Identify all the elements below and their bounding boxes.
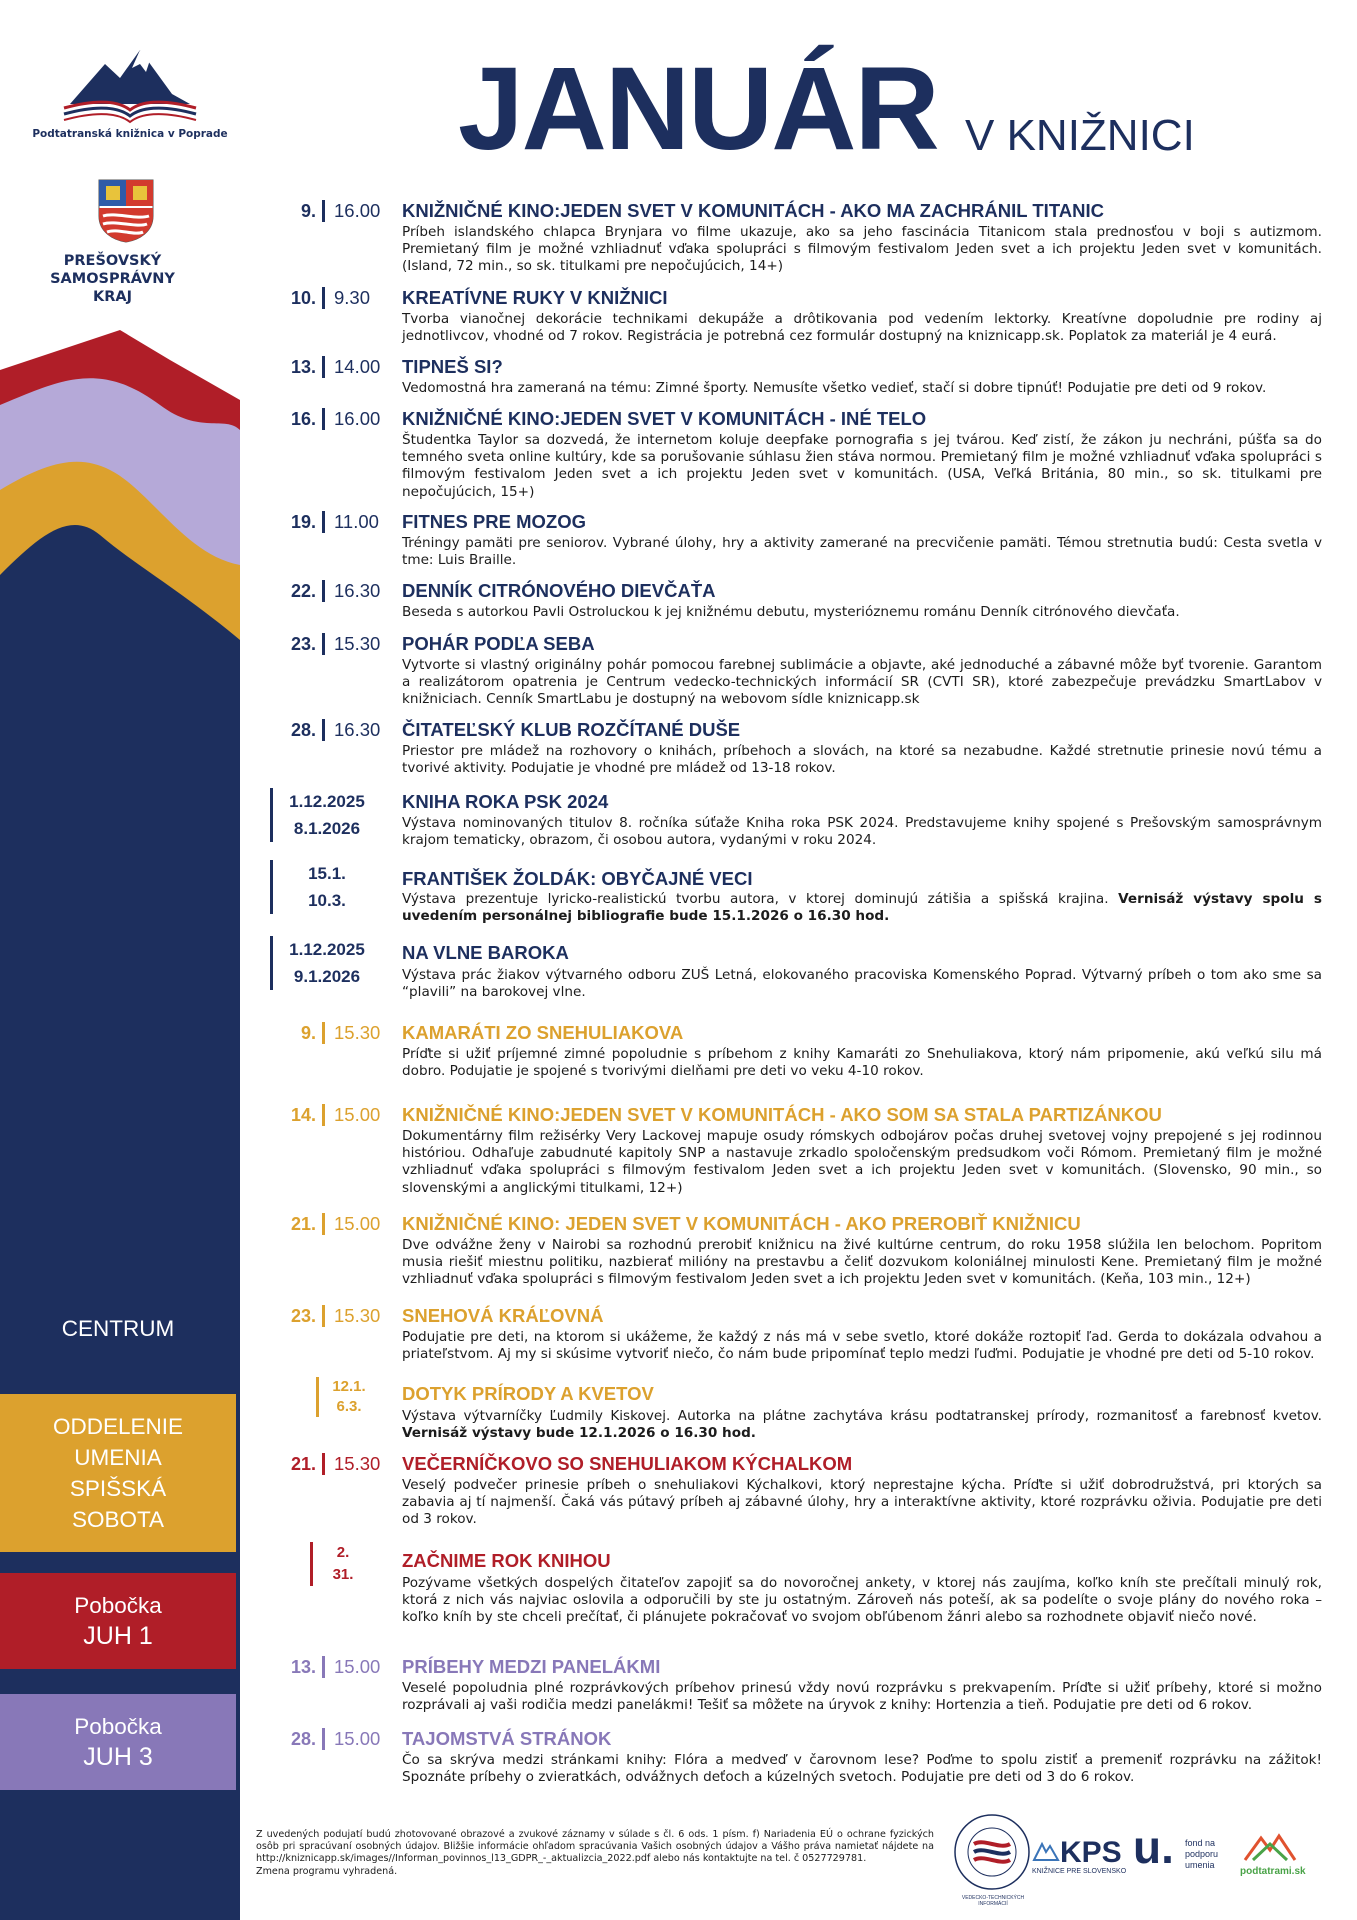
cvti-ring-text: VEDECKO-TECHNICKÝCH INFORMÁCIÍ — [961, 1895, 1025, 1907]
event-title: KREATÍVNE RUKY V KNIŽNICI — [402, 287, 668, 308]
section-centrum: CENTRUM — [0, 1285, 236, 1371]
event-title: TIPNEŠ SI? — [402, 356, 503, 377]
kps-logo-sub: KNIŽNICE PRE SLOVENSKO — [1032, 1868, 1127, 1875]
event-title: ČITATEĽSKÝ KLUB ROZČÍTANÉ DUŠE — [402, 719, 741, 740]
event-title: ZAČNIME ROK KNIHOU — [402, 1550, 611, 1571]
event-desc: Výstava nominovaných titulov 8. ročníka súťaže Kniha roka PSK 2024. Predstavujeme knihy spojené s Prešovským samosprávnym krajom tematicky, obrazom, či osobou autora, vydanými v roku 2024. — [402, 815, 1322, 849]
section-juh3: Pobočka JUH 3 — [0, 1694, 236, 1790]
kps-logo-icon — [1032, 1840, 1060, 1862]
library-name: Podtatranská knižnica v Poprade — [32, 128, 228, 140]
event-desc: Čo sa skrýva medzi stránkami knihy: Flóra a medveď v čarovnom lese? Poďme to spolu zistiť a premeniť rozprávku na zážitok! Spoznáte príbehy o zvieratkách, odvážnych deťoch a kúzelných svetoch. Podujatie pre deti od 3 do 6 rokov. — [402, 1752, 1322, 1786]
event-title: KNIŽNIČNÉ KINO:JEDEN SVET V KOMUNITÁCH - INÉ TELO — [402, 408, 927, 429]
event-desc: Dve odvážne ženy v Nairobi sa rozhodnú prerobiť knižnicu na živé kultúrne centrum, do roku 1958 slúžila len belochom. Popritom musia riešiť miestnu politiku, nazbierať milióny na prestavbu a čeliť dozvukom koloniálnej minulosti Kene. Premietaný film je možné vzhliadnuť vďaka spolupráci s filmovým festivalom Jeden svet a ich projektu Jeden svet v komunitách. (Keňa, 103 min., 12+) — [402, 1237, 1322, 1288]
page-title: JANUÁR — [458, 43, 938, 175]
fpu-logo-icon: u. — [1133, 1821, 1174, 1873]
date-range: 12.1. 6.3. — [316, 1377, 379, 1417]
event-desc: Výstava prezentuje lyricko-realistickú tvorbu autora, v ktorej dominujú zátišia a spišská krajina. Vernisáž výstavy spolu s uvedením personálnej bibliografie bude 15.1.2026 o 16.30 hod. — [402, 891, 1322, 925]
event-title: KNIŽNIČNÉ KINO:JEDEN SVET V KOMUNITÁCH - AKO SOM SA STALA PARTIZÁNKOU — [402, 1104, 1162, 1125]
event-title: TAJOMSTVÁ STRÁNOK — [402, 1728, 612, 1749]
date-range: 1.12.2025 9.1.2026 — [270, 936, 381, 990]
event-desc: Príďte si užiť príjemné zimné popoludnie s príbehom z knihy Kamaráti zo Snehuliakova, ktorý nám pripomenie, akú veľkú silu má dobro. Podujatie je spojené s tvorivými dielňami pre deti vo veku 4-10 rokov. — [402, 1046, 1322, 1080]
page-subtitle: V KNIŽNICI — [965, 111, 1195, 160]
event-desc: Dokumentárny film režisérky Very Lackovej mapuje osudy rómskych odbojárov počas druhej svetovej vojny prepojené s jej rodinnou históriou. Odhaľuje zabudnuté kapitoly SNP a nastavuje zrkadlo spoločenským predsudkom voči Rómom. Premietaný film je možné vzhliadnuť vďaka spolupráci s filmovým festivalom Jeden svet a ich projektu Jeden svet v komunitách. (Slovensko, 90 min., so slovenskými a anglickými titulkami, 12+) — [402, 1128, 1322, 1196]
library-logo-icon — [60, 42, 200, 124]
event-desc: Výstava výtvarníčky Ľudmily Kiskovej. Autorka na plátne zachytáva krásu podtatranskej prírody, rozmanitosť a farebnosť kvetov. Vernisáž výstavy bude 12.1.2026 o 16.30 hod. — [402, 1408, 1322, 1442]
event-title: KAMARÁTI ZO SNEHULIAKOVA — [402, 1022, 684, 1043]
section-juh1: Pobočka JUH 1 — [0, 1573, 236, 1669]
region-name: PREŠOVSKÝ SAMOSPRÁVNY KRAJ — [50, 253, 175, 305]
event-desc: Tvorba vianočnej dekorácie technikami dekupáže a drôtikovania pod vedením lektorky. Kreatívne dopoludnie pre rodiny aj jednotlivcov, vhodné od 7 rokov. Registrácia je potrebná cez formulár dostupný na kniznicapp.sk. Poplatok za materiál je 4 eurá. — [402, 311, 1322, 345]
event-title: KNIHA ROKA PSK 2024 — [402, 791, 609, 812]
event-title: NA VLNE BAROKA — [402, 942, 569, 963]
coat-of-arms-icon — [97, 178, 155, 244]
event-desc: Pozývame všetkých dospelých čitateľov zapojiť sa do novoročnej ankety, v ktorej nás zaujíma, koľko kníh ste prečítali minulý rok, ktorá z nich vás najviac oslovila a odporučili by ste ju ostatným. Zároveň nás poteší, ak sa podelíte o svoje plány do nového roka – koľko kníh by ste chceli prečítať, či plánujete pokračovať vo svojom obľúbenom žánri alebo sa rozhodnete objaviť niečo nové. — [402, 1575, 1322, 1626]
event-desc: Priestor pre mládež na rozhovory o knihách, príbehoch a slovách, na ktoré sa nezabudne. Každé stretnutie prinesie novú tému a tvorivé aktivity. Podujatie je vhodné pre mládež od 13-18 rokov. — [402, 743, 1322, 777]
podtatrami-logo-icon — [1243, 1832, 1297, 1862]
podtatrami-logo: podtatrami.sk — [1240, 1866, 1306, 1877]
event-desc: Vytvorte si vlastný originálny pohár pomocou farebnej sublimácie a objavte, aké jednoduché a zábavné môže byť tvorenie. Garantom a realizátorom opatrenia je Centrum vedecko-technických informácií SR (CVTI SR), ktoré zabezpečuje prevádzku SmartLabov v knižniciach. Cenník SmartLabu je dostupný na webovom sídle kniznicapp.sk — [402, 657, 1322, 708]
event-desc: Vedomostná hra zameraná na tému: Zimné športy. Nemusíte všetko vedieť, stačí si dobre tipnúť! Podujatie pre deti od 9 rokov. — [402, 380, 1267, 396]
event-desc: Študentka Taylor sa dozvedá, že internetom koluje deepfake pornografia s jej tvárou. Keď zistí, že zákon ju nechráni, púšťa sa do temného sveta online kultúry, kde sa porušovanie súhlasu žien stáva normou. Premietaný film je možné vzhliadnuť vďaka spolupráci s filmovým festivalom Jeden svet a ich projektu Jeden svet v komunitách. (USA, Veľká Británia, 80 min., so sk. titulkami pre nepočujúcich, 15+) — [402, 432, 1322, 500]
event-title: DOTYK PRÍRODY A KVETOV — [402, 1383, 654, 1404]
footer-note: Zmena programu vyhradená. — [256, 1865, 398, 1877]
event-title: VEČERNÍČKOVO SO SNEHULIAKOM KÝCHALKOM — [402, 1453, 853, 1474]
event-title: FITNES PRE MOZOG — [402, 511, 586, 532]
kps-logo: KPS — [1060, 1836, 1122, 1869]
event-desc: Výstava prác žiakov výtvarného odboru ZUŠ Letná, elokovaného pracoviska Komenského Poprad. Výtvarný príbeh o tom ako sme sa “plavili” na barokovej vlne. — [402, 967, 1322, 1001]
event-desc: Podujatie pre deti, na ktorom si ukážeme, že každý z nás má v sebe svetlo, ktoré dokáže roztopiť ľad. Gerda to dokázala odvahou a priateľstvom. Aj my si skúsime vytvoriť niečo, čo nám bude pripomínať teplo medzi ľuďmi. Podujatie je vhodné pre deti od 5-10 rokov. — [402, 1329, 1322, 1363]
cvti-logo-icon — [952, 1812, 1032, 1892]
event-desc: Veselý podvečer prinesie príbeh o snehuliakovi Kýchalkovi, ktorý neprestajne kýcha. Príďte si užiť dobrodružstvá, pri ktorých sa zabavia aj tí najmenší. Čaká vás pútavý príbeh aj zábavné úlohy, hry a interaktívne aktivity, ktoré rozprávku oživia. Podujatie pre deti od 3 rokov. — [402, 1477, 1322, 1528]
event-title: DENNÍK CITRÓNOVÉHO DIEVČAŤA — [402, 580, 716, 601]
section-umenia: ODDELENIE UMENIA SPIŠSKÁ SOBOTA — [0, 1394, 236, 1552]
mountain-decoration — [0, 320, 240, 1920]
date-range: 2. 31. — [310, 1542, 373, 1586]
event-title: POHÁR PODĽA SEBA — [402, 633, 595, 654]
event-desc: Tréningy pamäti pre seniorov. Vybrané úlohy, hry a aktivity zamerané na precvičenie pamäti. Témou stretnutia budú: Cesta svetla v tme: Luis Braille. — [402, 535, 1322, 569]
event-title: KNIŽNIČNÉ KINO: JEDEN SVET V KOMUNITÁCH - AKO PREROBIŤ KNIŽNICU — [402, 1213, 1081, 1234]
date-range: 1.12.2025 8.1.2026 — [270, 788, 381, 842]
event-desc: Príbeh islandského chlapca Brynjara vo filme ukazuje, ako sa jeho fascinácia Titanicom stala prednosťou v boji s autizmom. Premietaný film je možné vzhliadnuť vďaka spolupráci s filmovým festivalom Jeden svet a ich projektu Jeden svet v komunitách. (Island, 72 min., so sk. titulkami pre nepočujúcich, 14+) — [402, 224, 1322, 275]
event-title: SNEHOVÁ KRÁĽOVNÁ — [402, 1305, 604, 1326]
date-range: 15.1. 10.3. — [270, 860, 381, 914]
event-title: KNIŽNIČNÉ KINO:JEDEN SVET V KOMUNITÁCH - AKO MA ZACHRÁNIL TITANIC — [402, 200, 1104, 221]
event-desc: Beseda s autorkou Pavli Ostroluckou k jej knižnému debutu, mysterióznemu románu Denník citrónového dievčaťa. — [402, 604, 1180, 620]
footer-privacy: Z uvedených podujatí budú zhotovované obrazové a zvukové záznamy v súlade s čl. 6 ods. 1 písm. f) Nariadenia EÚ o ochrane fyzických osôb pri spracúvaní osobných údajov. Bližšie informácie ohľadom spracúvania Vašich osobných údajov a Vášho práva namietať nájdete na http://kniznicapp.sk/images//Informan_povinnos_l13_GDPR_-_aktualizcia_2022.pdf alebo nás kontaktujte na tel. č 0527729781. Zmena programu vyhradená. — [256, 1829, 934, 1877]
fpu-logo: fond na podporu umenia — [1185, 1838, 1219, 1870]
event-title: FRANTIŠEK ŽOLDÁK: OBYČAJNÉ VECI — [402, 868, 753, 889]
event-title: PRÍBEHY MEDZI PANELÁKMI — [402, 1656, 661, 1677]
event-desc: Veselé popoludnia plné rozprávkových príbehov prinesú vždy novú rozprávku s prekvapením. Príďte si užiť príbehy, ktoré si možno rozprávali aj vaši rodičia medzi panelákmi! Tešiť sa môžete na úryvok z knihy: Hortenzia a tieň. Podujatie pre deti od 6 rokov. — [402, 1680, 1322, 1714]
